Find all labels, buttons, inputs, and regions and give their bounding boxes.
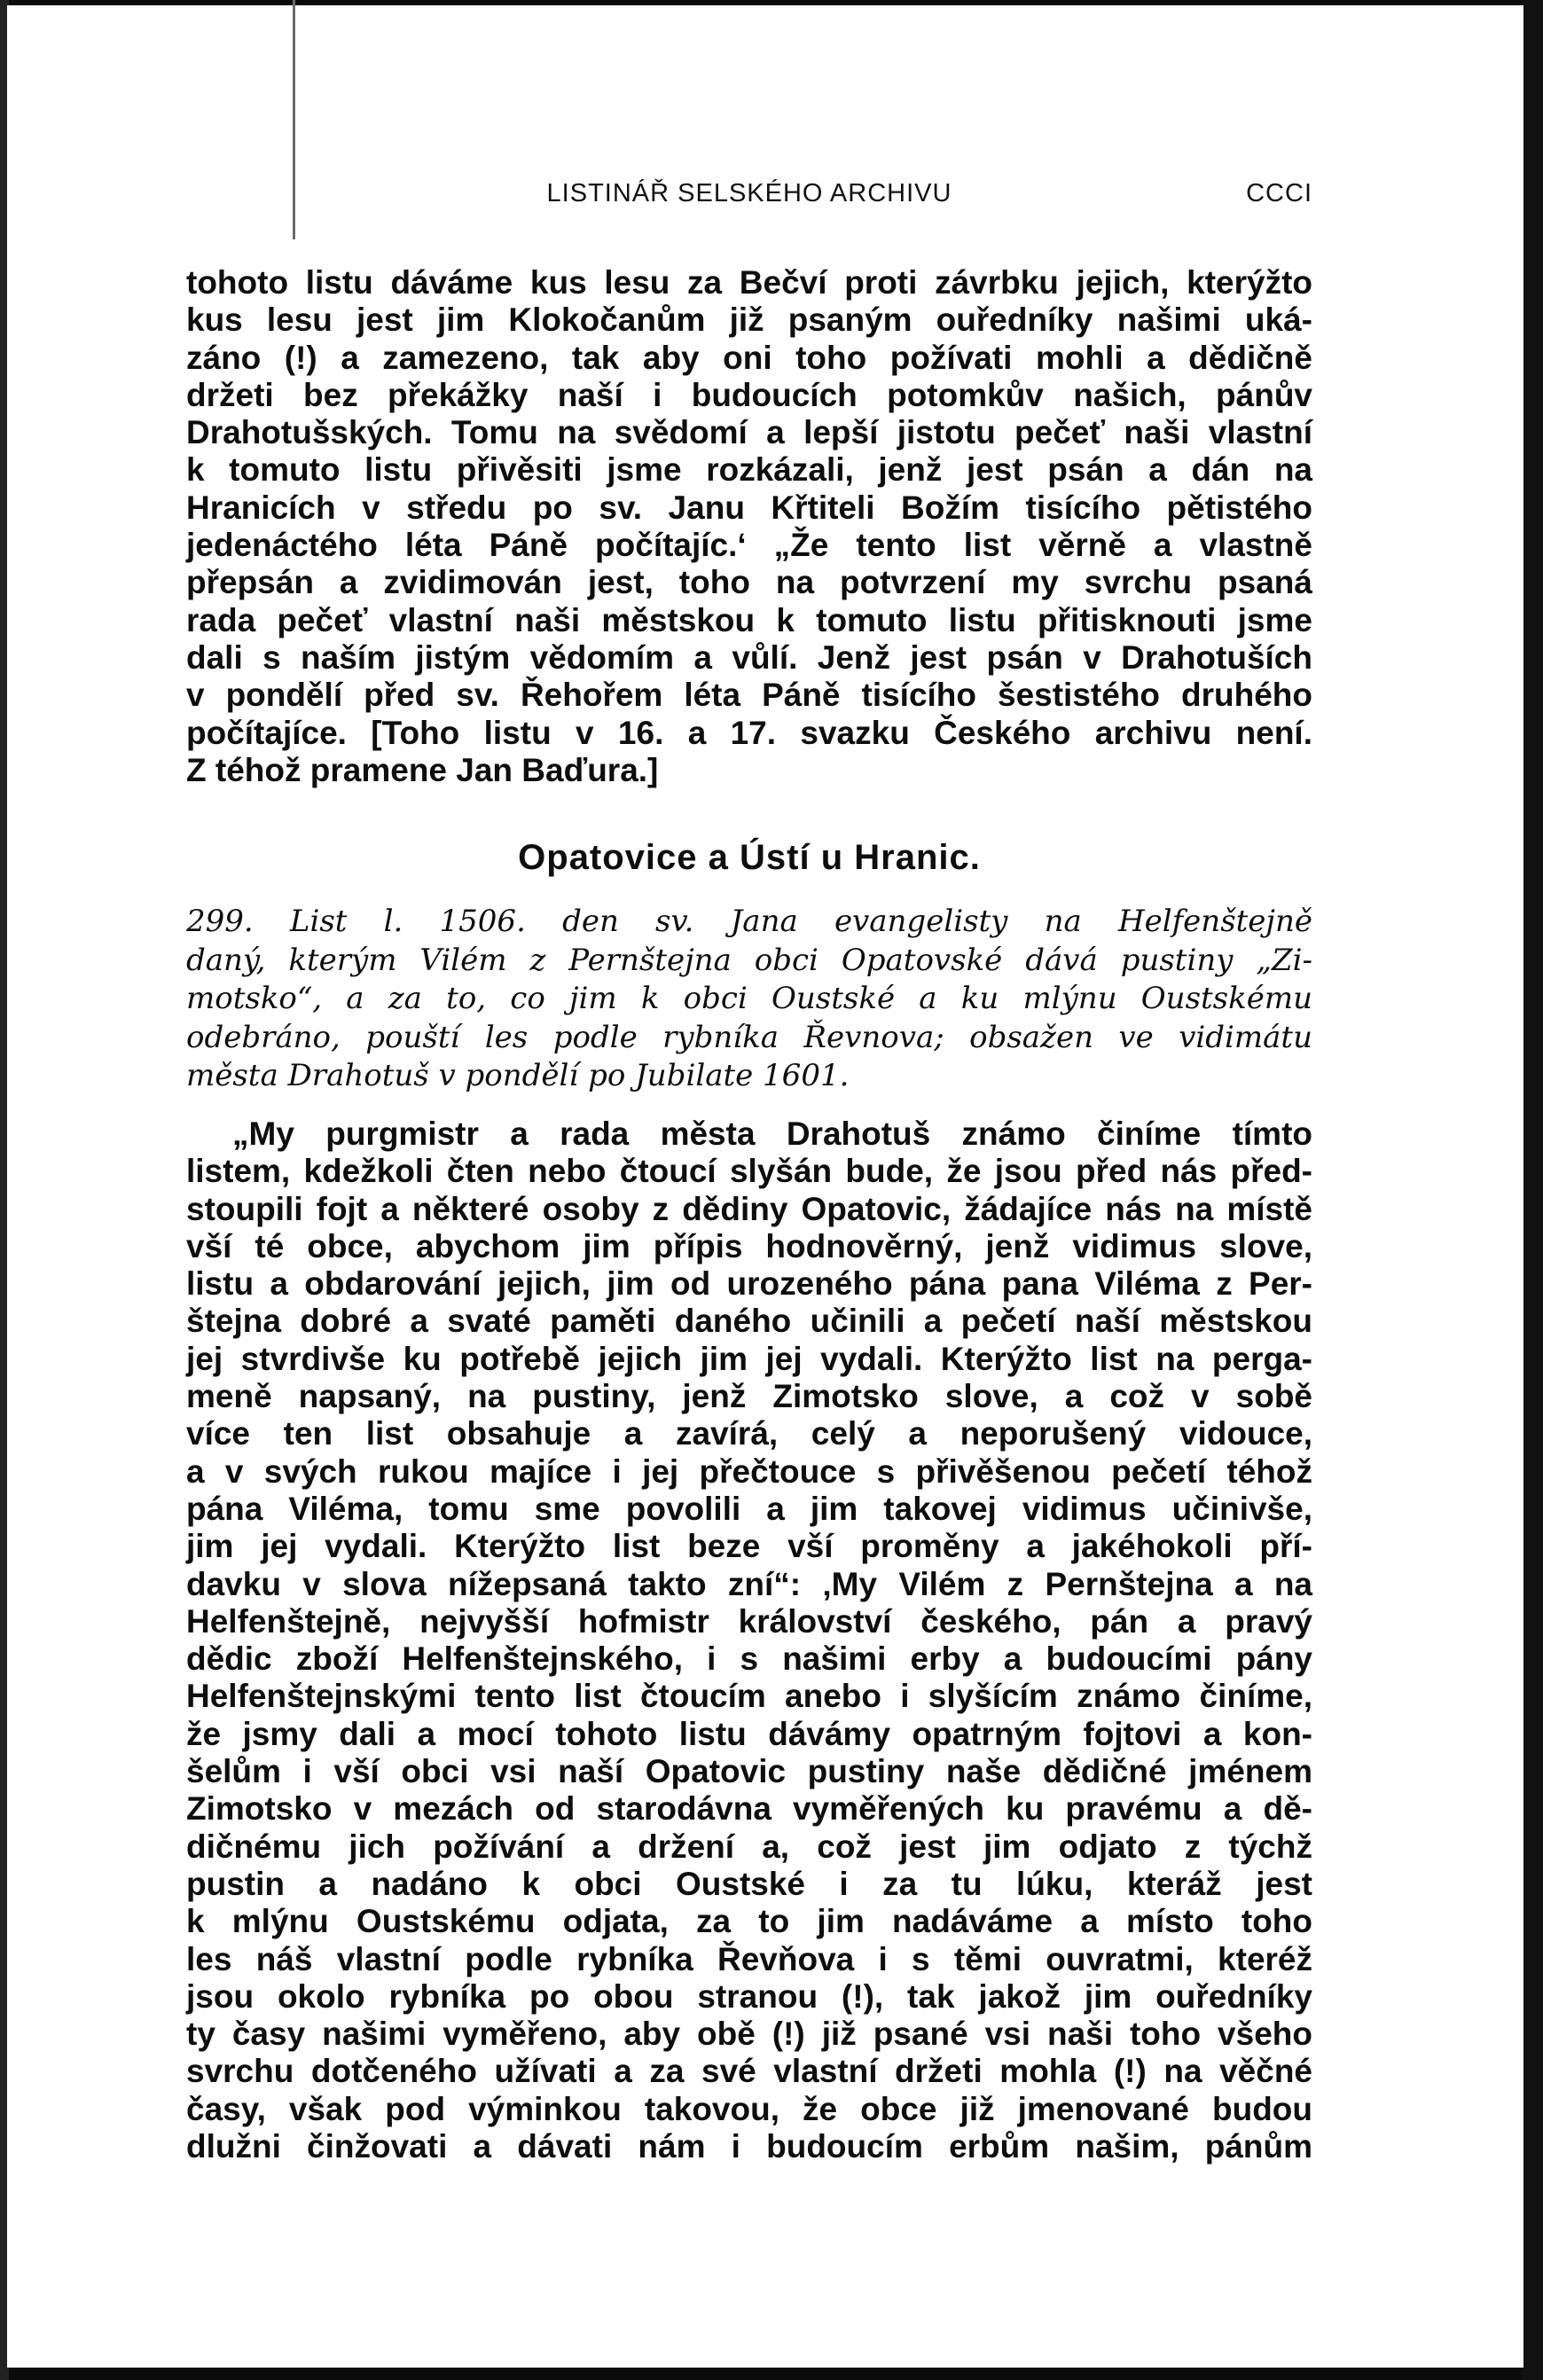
text-line: vší té obce, abychom jim přípis hodnověrný, jenž vidimus slove, [186,1227,1312,1264]
text-line: k tomuto listu přivěsiti jsme rozkázali, jenž jest psán a dán na [186,451,1312,489]
section-heading: Opatovice a Ústí u Hranic. [518,838,981,877]
text-line: „My purgmistr a rada města Drahotuš známo činíme tímto [232,1116,1312,1152]
text-line: pána Viléma, tomu sme povolili a jim takovej vidimus učinivše, [186,1490,1312,1527]
text-line: že jsmy dali a mocí tohoto listu dávámy opatrným fojtovi a kon- [186,1715,1312,1752]
paragraph-continued [186,264,1312,789]
regest-line: města Drahotuš v pondělí po Jubilate 1601. [186,1058,850,1094]
scan-border-right [1522,0,1543,2380]
text-line: dičnému jich požívání a držení a, což jest jim odjato z týchž [186,1828,1312,1865]
text-line: Z téhož pramene Jan Baďura.] [186,751,659,788]
text-line: listem, kdežkoli čten nebo čtoucí slyšán bude, že jsou před nás před- [186,1153,1312,1190]
text-line: k mlýnu Oustskému odjata, za to jim nadáváme a místo toho [186,1903,1312,1940]
regest-line: 299. List l. 1506. den sv. Jana evangelisty na Helfenštejně [186,904,1312,939]
text-line: šelům i vší obci vsi naší Opatovic pustiny naše dědičné jménem [186,1753,1312,1790]
text-line: davku v slova nížepsaná takto zní“: ‚My Vilém z Pernštejna a na [186,1565,1312,1602]
text-line: stoupili fojt a některé osoby z dědiny Opatovic, žádajíce nás na místě [186,1190,1312,1227]
text-line: dědic zboží Helfenštejnského, i s našimi erby a budoucími pány [186,1640,1312,1678]
regest-line: odebráno, pouští les podle rybníka Řevnova; obsažen ve vidimátu [186,1019,1312,1055]
document-transcript [186,1116,1312,2165]
text-line: dlužni činžovati a dávati nám i budoucím erbům našim, pánům [186,2128,1312,2165]
regest-line: daný, kterým Vilém z Pernštejna obci Opatovské dává pustiny „Zi- [186,942,1312,978]
running-title: LISTINÁŘ SELSKÉHO ARCHIVU [546,179,952,207]
text-line: záno (!) a zamezeno, tak aby oni toho požívati mohli a dědičně [186,339,1312,376]
regest-line: motsko“, a za to, co jim k obci Oustské a ku mlýnu Oustskému [186,981,1312,1017]
text-line: tohoto listu dáváme kus lesu za Bečví proti závrbku jejich, kterýžto [186,264,1312,301]
text-line: Hranicích v středu po sv. Janu Křtiteli Božím tisícího pětistého [186,489,1312,526]
text-line: ty časy našimi vyměřeno, aby obě (!) již psané vsi naši toho všeho [186,2016,1312,2053]
text-line: dali s naším jistým vědomím a vůlí. Jenž jest psán v Drahotuších [186,638,1312,676]
text-line: Drahotušských. Tomu na svědomí a lepší jistotu pečeť naši vlastní [186,414,1312,451]
text-line: kus lesu jest jim Klokočanům již psaným ouředníky našimi uká- [186,301,1312,339]
text-line: v pondělí před sv. Řehořem léta Páně tisícího šestistého druhého [186,677,1312,714]
text-line: časy, však pod výminkou takovou, že obce již jmenované budou [186,2090,1312,2127]
text-line: více ten list obsahuje a zavírá, celý a neporušený vidouce, [186,1415,1312,1452]
text-line: jedenáctého léta Páně počítajíc.‘ „Že tento list věrně a vlastně [186,527,1312,564]
text-line: počítajíce. [Toho listu v 16. a 17. svazku Českého archivu není. [186,714,1312,751]
document-regest [186,903,1312,1096]
text-line: les náš vlastní podle rybníka Řevňova i s těmi ouvratmi, kteréž [186,1940,1312,1977]
text-line: Helfenštejně, nejvyšší hofmistr království českého, pán a pravý [186,1602,1312,1640]
page-header [186,179,1312,215]
text-line: a v svých rukou majíce i jej přečtouce s přivěšenou pečetí téhož [186,1452,1312,1490]
text-line: listu a obdarování jejich, jim od urozeného pána pana Viléma z Per- [186,1265,1312,1303]
text-line: jim jej vydali. Kterýžto list beze vší proměny a jakéhokoli pří- [186,1528,1312,1565]
text-line: jsou okolo rybníka po obou stranou (!), tak jakož jim ouředníky [186,1977,1312,2015]
text-line: přepsán a zvidimován jest, toho na potvrzení my svrchu psaná [186,564,1312,601]
text-line: jej stvrdivše ku potřebě jejich jim jej vydali. Kterýžto list na perga- [186,1340,1312,1377]
text-line: Zimotsko v mezách od starodávna vyměřených ku pravému a dě- [186,1790,1312,1828]
text-line: rada pečeť vlastní naši městskou k tomuto listu přitisknouti jsme [186,601,1312,638]
text-line: štejna dobré a svaté paměti daného učinili a pečetí naší městskou [186,1303,1312,1340]
page-number: CCCI [1246,179,1312,207]
text-line: držeti bez překážky naší i budoucích potomkův našich, pánův [186,376,1312,413]
text-line: Helfenštejnskými tento list čtoucím anebo i slyšícím známo činíme, [186,1678,1312,1715]
text-line: svrchu dotčeného užívati a za své vlastní držeti mohla (!) na věčné [186,2053,1312,2090]
text-line: pustin a nadáno k obci Oustské i za tu lúku, kteráž jest [186,1865,1312,1902]
text-line: meně napsaný, na pustiny, jenž Zimotsko slove, a což v sobě [186,1378,1312,1415]
